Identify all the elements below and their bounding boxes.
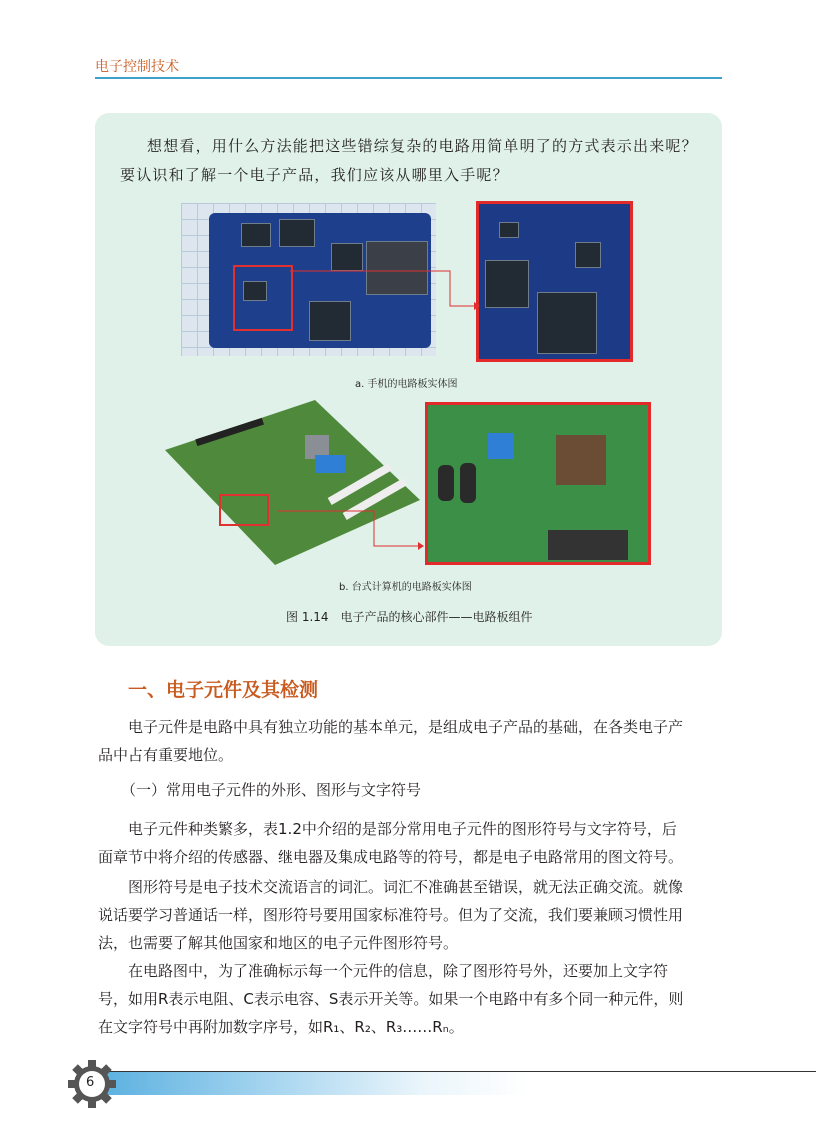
para1-line2: 品中占有重要地位。 <box>98 746 234 764</box>
footer-line <box>98 1071 816 1072</box>
page-number: 6 <box>86 1075 95 1090</box>
subsection-title: （一）常用电子元件的外形、图形与文字符号 <box>121 781 422 799</box>
footer-bar <box>98 1071 816 1095</box>
para3-line3: 法，也需要了解其他国家和地区的电子元件图形符号。 <box>98 934 459 952</box>
phone-zoom-photo <box>476 201 633 362</box>
para3-line1: 图形符号是电子技术交流语言的词汇。词汇不准确甚至错误，就无法正确交流。就像 <box>128 878 684 896</box>
intro-line-2: 要认识和了解一个电子产品，我们应该从哪里入手呢？ <box>120 166 509 184</box>
para4-line1: 在电路图中，为了准确标示每一个元件的信息，除了图形符号外，还要加上文字符 <box>128 962 669 980</box>
figure-caption: 图 1.14 电子产品的核心部件——电路板组件 <box>286 610 533 624</box>
para3-line2: 说话要学习普通话一样，图形符号要用国家标准符号。但为了交流，我们要兼顾习惯性用 <box>98 906 684 924</box>
phone-callout-line <box>290 270 480 310</box>
section-title: 一、电子元件及其检测 <box>128 679 319 701</box>
header-rule <box>95 77 722 79</box>
intro-line-1: 想想看，用什么方法能把这些错综复杂的电路用简单明了的方式表示出来呢？ <box>147 137 698 155</box>
para1-line1: 电子元件是电路中具有独立功能的基本单元，是组成电子产品的基础，在各类电子产 <box>128 718 684 736</box>
para4-line2: 号，如用R表示电阻、C表示电容、S表示开关等。如果一个电路中有多个同一种元件，则 <box>98 990 684 1008</box>
caption-b: b. 台式计算机的电路板实体图 <box>339 582 472 593</box>
para4-line3: 在文字符号中再附加数字序号，如R₁、R₂、R₃……Rₙ。 <box>98 1018 464 1036</box>
desktop-zoom-photo <box>425 402 651 565</box>
para2-line1: 电子元件种类繁多，表1.2中介绍的是部分常用电子元件的图形符号与文字符号，后 <box>128 820 677 838</box>
header-title: 电子控制技术 <box>95 59 179 75</box>
desktop-callout-line <box>278 510 428 550</box>
caption-a: a. 手机的电路板实体图 <box>355 379 458 390</box>
para2-line2: 面章节中将介绍的传感器、继电器及集成电路等的符号，都是电子电路常用的图文符号。 <box>98 848 684 866</box>
